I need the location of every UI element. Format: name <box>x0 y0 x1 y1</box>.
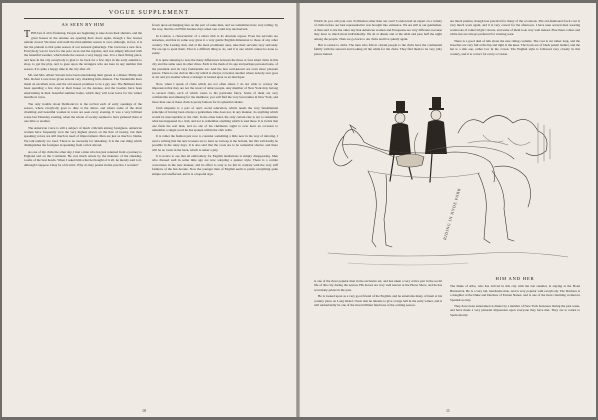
section-heading: HIM AND HER <box>495 276 535 281</box>
horse-leg <box>368 171 376 247</box>
top-hat-left <box>396 101 405 112</box>
header-rule <box>24 18 284 19</box>
page-number: 10 <box>142 408 146 413</box>
top-hat-right <box>432 97 441 109</box>
page-number: 11 <box>446 408 450 413</box>
illustration-caption: RIDING IN HYDE PARK <box>442 187 462 241</box>
paragraph: Club etiquette is a part of one's social education, which needs the very fundamental principle of having been always a gentleman. One does not, in any manner, do anything which would be unacceptable to the club. In the other hand, the only certain rule is not to remember what has happened in a club, and not to remember anything which is said there. It is in this that one finds the real man, and no one of his clubmates ought to ever have an occasion to remember a single word he has spoken within the club walls. <box>152 105 278 132</box>
riding-illustration <box>308 63 590 277</box>
left-column-1 <box>24 23 142 169</box>
paragraph: The American voice is still a subject of much criticism among foreigners. American women have frequently won the very highest places on the lists of beauty, but their speaking voices are still much in need of improvement. Men are just as much to blame. We talk entirely too loud. There is no necessity for shrieking. It is the one thing which distinguishes the foreigner in speaking from a trick abroad. <box>24 125 142 148</box>
paragraph: Which do you call your own civilization other than our own? London had an expert on a variety of clubs before our best representative was brought into existence. We are still at our gentlemen. A man said to me the other day that American women and Europeans are very different, because they have so much more individuality. We sit at dinner and at the table and pass half the night among the people. Then we go back to our clubs and live quietly again. <box>314 19 442 41</box>
paragraph: It is quite amusing to note the many differences between the three or four smart clubs in this city and the same ones in other cities. Each is the mark of its age and perhaps personal taste, of the president and its very fashionable set. And the less well-known are even more pleasant places. There is one club in this city which is always crowded, another where nobody ever goes at all, and yet another where a stranger is looked upon as an interloper. <box>152 57 278 80</box>
paragraph: The Duke of Alba, who has arrived in this city with the last steamer, is staying at the Hotel Brunswick. He is a very tall, handsome man, and is very popular with everybody. The Duchess is a daughter of the Duke and Duchess of Fernan Nunez, and is one of the most charming women in Spanish society. <box>450 284 580 302</box>
paragraph: He is looked upon as a very good friend of the English, and he entertains many of them at his country place on Long Island. I hear that he intends to give a large ball in the early winter, and it will undoubtedly be one of the most brilliant functions of the coming season. <box>314 294 442 308</box>
right-bottom-column-1 <box>314 279 442 309</box>
paragraph: It is notice to see that all embroidery for English institutions is simply disappearing. Men who dressed well in some time ago are now adopting a quieter style. There is a certain correctness in the new manner, and its effect is only to be felt in contrast with the very stiff fashions of the last decade. Now the younger men of English seem to prefer everything quite simple and unaffected, and it is a hopeful sign. <box>152 153 278 176</box>
paragraph: In London, a characteristic of a smart club is its absolute repose. Even the servants are noiseless, and that in some way gives it a very gentle English dimension to those of any other country. The Lasting club, and at the most prominent ones, take their servants very seriously. We are apt to spoil them. That is a difficult thing to do, and it is one which cannot be done so easily. <box>152 33 278 56</box>
paragraph: The only trouble about Delmonico's is the revival each of early openings of the season, where everybody goes to dine at the dance, and where some of the most charming and beautiful women in town are seen every evening. It was a very brilliant scene last Thursday evening, when the whole of society seemed to have gathered there at one time or another. <box>24 101 142 124</box>
article-heading: AS SEEN BY HIM <box>61 22 105 27</box>
tree-sketch <box>458 116 547 156</box>
rider-coat-left <box>389 123 411 155</box>
paragraph: Now, when I speak of clubs which are not often smart, I do not wish to convey the impression that they are not the resort of smart people. Any member of New York may belong to several clubs, each of which caters to his particular fancy. Some of them are very comfortable and amusing for the members; you will find the very best names in New York, and more than one of these clubs is pretty famous for its splendid cuisine. <box>152 81 278 104</box>
paragraph: As one of my clubs the other day, I met a man who has just returned from a journey to England and on the Continent. He was much struck by the manners of the smoking-rooms of the best hotels. When I asked him what he thought of it all, he merely said to it, although I suppose I may be a bit strict. Why do they persist in this practice, I wonder? <box>24 149 142 167</box>
paragraph: But to return to clubs. The men who follow certain people to the clubs have the continental family with the steward and looking all the while for the clubs. They find them to be very jolly places indeed. <box>314 43 442 56</box>
paragraph: is one of the most popular men in the exclusive set, and has taken a very active part in the social life of this city during the season. His horses are very well known at the Horse Show, and he has won many prizes in the past. <box>314 279 442 292</box>
right-column-1 <box>314 19 442 58</box>
left-column-2 <box>152 23 278 178</box>
paragraph: Mr. and Mrs. Albert Stevens have been entertaining their guests at a dinner. Philip and Mrs. Robert Lowe have given several very charming little dinners. The Vanderbilts have made an excellent start, and the old season promises to be a gay one. The Belmont have been spending a few days at their house on the Avenue, and the Goelets have been entertaining in their beautiful summer home, which they will soon leave for the winter months in town. <box>24 73 142 100</box>
paragraph: There is a good deal of talk about the new riding costume. The coat is cut rather long, and the breeches are very full at the hip and tight at the knee. The boots are of black patent leather, and the hat is a silk one, rather low in the crown. The English style is followed very closely in this country, and it is correct for every occasion. <box>450 38 580 56</box>
drop-cap: T <box>24 29 31 41</box>
paragraph: They have been entertained at dinner by a number of New York hostesses during the past week, and have made a very pleasant impression upon everyone they have met. They are to return to Spain shortly. <box>450 304 580 317</box>
right-bottom-column-2 <box>450 275 580 319</box>
paragraph: frown upon exchanging fees on the part of some men, and we sometimes have very telling, by the way, that the old Fifth Avenue days when one could stay unobserved. <box>152 23 278 32</box>
left-page <box>2 3 296 417</box>
horse-tail <box>494 166 531 207</box>
paragraph: It is rather the fashion just now to consider something a little new in the way of tailoring. I read a writing that the new trousers are to have no turn-up at the bottom, but this will hardly be possible in the rainy days. It is also said that the coats are to be somewhat shorter, and there will be no vents in the back, which is rather a pity. <box>152 134 278 152</box>
running-head: VOGUE SUPPLEMENT <box>108 10 190 16</box>
paragraph: are much prettier, though less practical for many of the occasions. The old-fashioned frock coat is very much worn again, and it is very correct for the afternoon. I have seen several men wearing waistcoats of rather bright colours, and some of them look very well indeed. Fine linen collars and white ties are always preferred for evening wear. <box>450 19 580 37</box>
right-column-2 <box>450 19 580 58</box>
right-page <box>300 3 596 417</box>
paragraph: THIS last of all is flattering. People are beginning to take down their shutters, and the great houses in the Avenue are opening their doors again, though a few houses remain closed. We must wait until the mid-summer season is over, although, in fact, it is but the prelude to that quiet season of our national gatherings. The town has a new face. Everybody was in town for the polo races and the regattas, and was simply infected with the beautiful weather, which made the season a very happy one. It is a most fitting place, and here in the city everybody is glad to be back for a few days in the early autumn to shop, to get the play, and to gaze upon the strangers who are here in any number this season. It is quite a happy time in the city after all. <box>24 29 142 71</box>
